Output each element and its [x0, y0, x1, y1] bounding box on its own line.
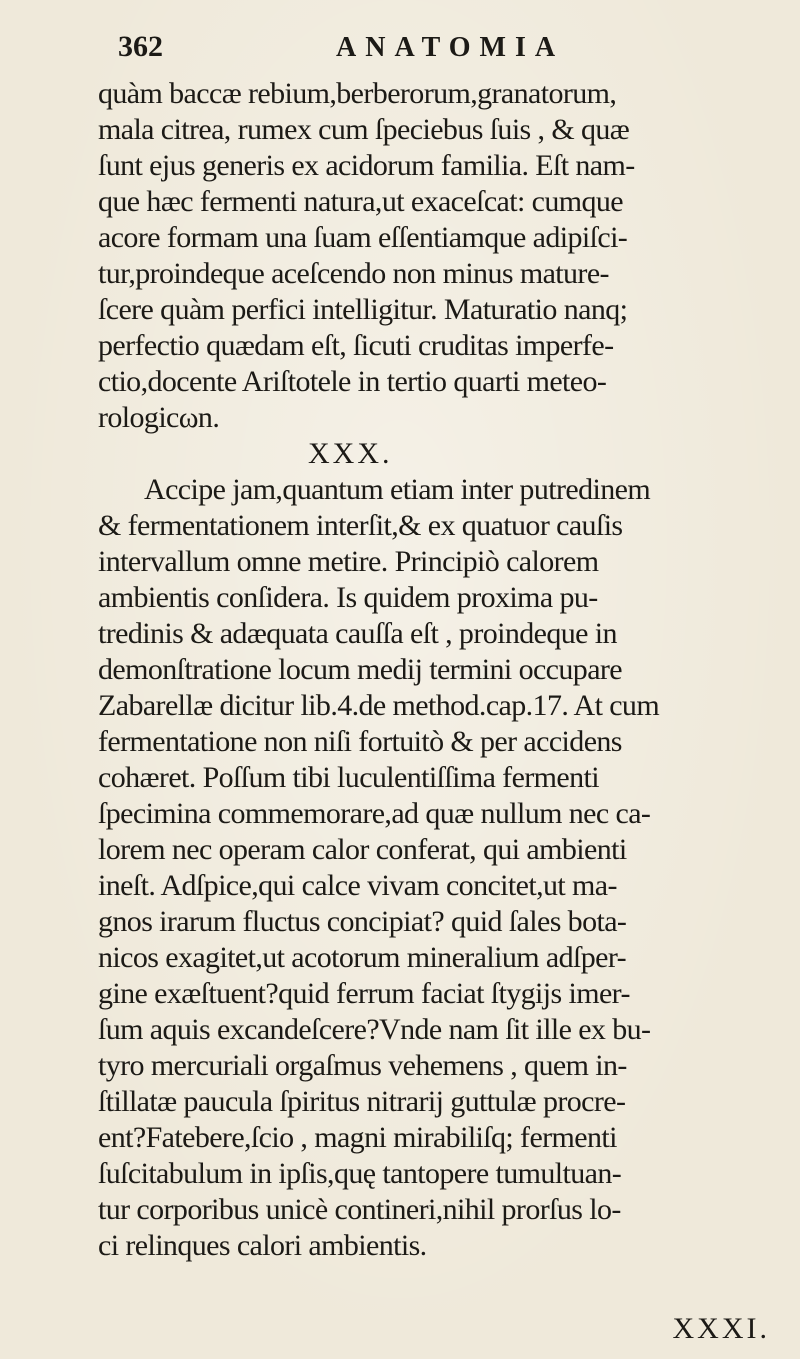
text-line: Zabarellæ dicitur lib.4.de method.cap.17. At cum: [98, 689, 660, 722]
text-line: ci relinques calori ambientis.: [98, 1229, 427, 1262]
page-number: 362: [118, 30, 163, 63]
text-line: gine exæſtuent?quid ferrum faciat ſtygijs imer-: [98, 977, 630, 1010]
text-line: ineſt. Adſpice,qui calce vivam concitet,ut ma-: [98, 869, 617, 902]
text-line: nicos exagitet,ut acotorum mineralium adſper-: [98, 941, 627, 974]
text-line: perfectio quædam eſt, ſicuti cruditas imperfe-: [98, 329, 614, 362]
text-line: fermentatione non niſi fortuitò & per accidens: [98, 725, 622, 758]
text-line: tyro mercuriali orgaſmus vehemens , quem in-: [98, 1049, 627, 1082]
text-line: rologicωn.: [98, 401, 220, 434]
text-line: ſum aquis excandeſcere?Vnde nam ſit ille ex bu-: [98, 1013, 651, 1046]
text-line: Accipe jam,quantum etiam inter putredinem: [144, 473, 651, 506]
text-line: acore formam una ſuam eſſentiamque adipiſci-: [98, 221, 628, 254]
text-line: intervallum omne metire. Principiò calorem: [98, 545, 599, 578]
text-line: ent?Fatebere,ſcio , magni mirabiliſq; fermenti: [98, 1121, 617, 1154]
catchword: XXXI.: [672, 1312, 770, 1345]
text-line: mala citrea, rumex cum ſpeciebus ſuis , & quæ: [98, 113, 630, 146]
text-line: ſcere quàm perfici intelligitur. Maturatio nanq;: [98, 293, 628, 326]
text-line: & fermentationem interſit,& ex quatuor cauſis: [98, 509, 623, 542]
text-line: ſuſcitabulum in ipſis,quę tantopere tumultuan-: [98, 1157, 622, 1190]
page-header: [118, 30, 718, 74]
text-line: gnos irarum fluctus concipiat? quid ſales bota-: [98, 905, 627, 938]
running-title: ANATOMIA: [336, 32, 565, 63]
text-line: ctio,docente Ariſtotele in tertio quarti meteo-: [98, 365, 607, 398]
text-line: cohæret. Poſſum tibi luculentiſſima fermenti: [98, 761, 600, 794]
text-line: quàm baccæ rebium,berberorum,granatorum,: [98, 77, 617, 110]
text-line: demonſtratione locum medij termini occupare: [98, 653, 623, 686]
text-line: tur corporibus unicè contineri,nihil prorſus lo-: [98, 1193, 621, 1226]
main-text: [98, 76, 788, 1264]
text-line: tur,proindeque aceſcendo non minus mature-: [98, 257, 609, 290]
text-line: tredinis & adæquata cauſſa eſt , proindeque in: [98, 617, 617, 650]
text-line: ſtillatæ paucula ſpiritus nitrarij guttulæ procre-: [98, 1085, 626, 1118]
text-line: lorem nec operam calor conferat, qui ambienti: [98, 833, 627, 866]
text-line: que hæc fermenti natura,ut exaceſcat: cumque: [98, 185, 624, 218]
text-line: ambientis conſidera. Is quidem proxima pu-: [98, 581, 598, 614]
section-heading: XXX.: [308, 437, 393, 470]
text-line: ſpecimina commemorare,ad quæ nullum nec ca-: [98, 797, 651, 830]
text-line: ſunt ejus generis ex acidorum familia. Eſt nam-: [98, 149, 635, 182]
